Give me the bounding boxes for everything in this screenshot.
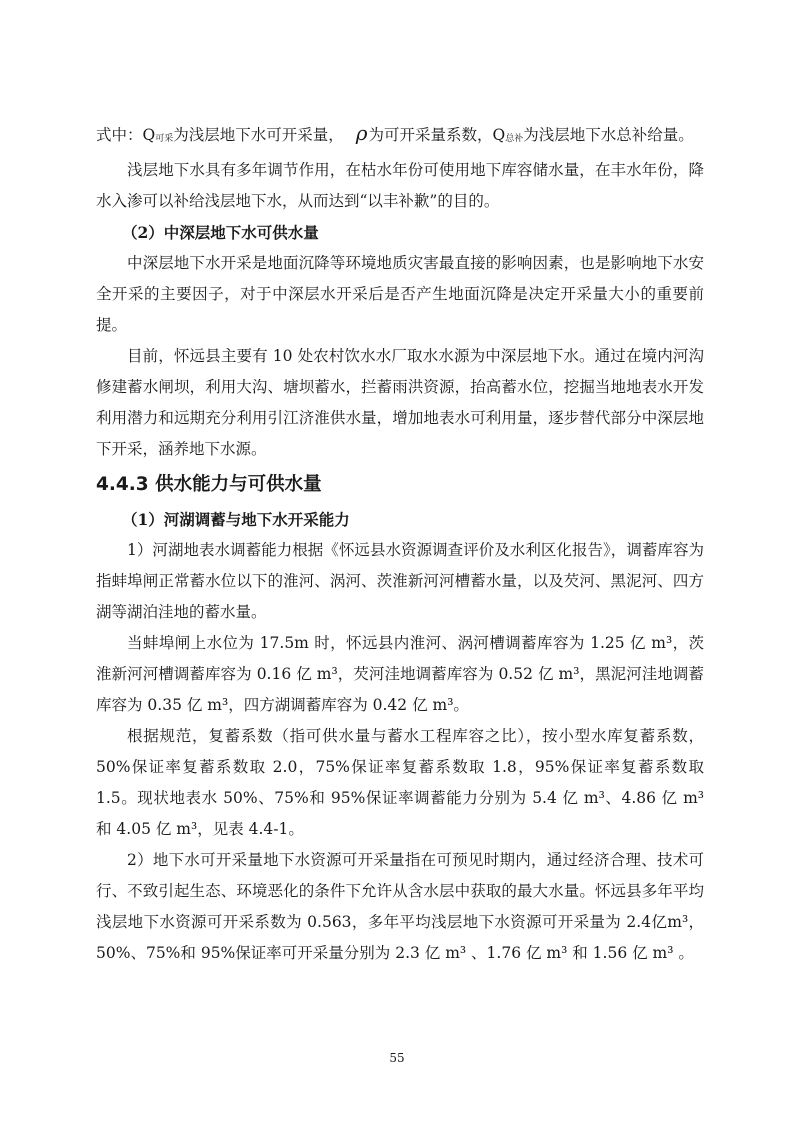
paragraph-reuse-coefficient: 根据规范，复蓄系数（指可供水量与蓄水工程库容之比），按小型水库复蓄系数，50%保证率复蓄系数取 2.0，75%保证率复蓄系数取 1.8，95%保证率复蓄系数取 1.5。现状地表水 50%、75%和 95%保证率调蓄能力分别为 5.4 亿 m³、4.86 亿 m³ 和 4.05 亿 m³，见表 4.4-1。	[96, 727, 704, 838]
section-heading-4-4-3: 4.4.3 供水能力与可供水量	[96, 474, 322, 495]
subheading-regulation-capacity: （1）河湖调蓄与地下水开采能力	[122, 510, 350, 529]
formula-part1: 为浅层地下水可开采量，	[173, 126, 344, 144]
paragraph-groundwater-exploitable: 2）地下水可开采量地下水资源可开采量指在可预见时期内，通过经济合理、技术可行、不致引起生态、环境恶化的条件下允许从含水层中获取的最大水量。怀远县多年平均浅层地下水资源可开采系数为 0.563，多年平均浅层地下水资源可开采量为 2.4亿m³，50%、75%和 95%保证率可开采量分别为 2.3 亿 m³ 、1.76 亿 m³ 和 1.56 亿 m³ 。	[96, 851, 704, 962]
paragraph-shallow-regulation: 浅层地下水具有多年调节作用，在枯水年份可使用地下库容储水量，在丰水年份，降水入渗可以补给浅层地下水，从而达到“以丰补歉”的目的。	[96, 161, 704, 210]
subheading-deep-groundwater: （2）中深层地下水可供水量	[122, 223, 319, 242]
paragraph-water-plants: 目前，怀远县主要有 10 处农村饮水水厂取水水源为中深层地下水。通过在境内河沟修建蓄水闸坝，利用大沟、塘坝蓄水，拦蓄雨洪资源，抬高蓄水位，挖掘当地地表水开发利用潜力和远期充分利用引江济淮供水量，增加地表水可利用量，逐步替代部分中深层地下开采，涵养地下水源。	[96, 347, 704, 458]
formula-part2: 为可开采量系数，Q	[368, 126, 506, 144]
paragraph-surface-regulation: 1）河湖地表水调蓄能力根据《怀远县水资源调查评价及水利区化报告》，调蓄库容为指蚌埠闸正常蓄水位以下的淮河、涡河、茨淮新河河槽蓄水量，以及芡河、黑泥河、四方湖等湖泊洼地的蓄水量。	[96, 541, 704, 621]
formula-part3: 为浅层地下水总补给量。	[523, 126, 694, 144]
subscript-kecai: 可采	[155, 134, 174, 144]
paragraph-storage-capacities: 当蚌埠闸上水位为 17.5m 时，怀远县内淮河、涡河槽调蓄库容为 1.25 亿 m³，茨淮新河河槽调蓄库容为 0.16 亿 m³，芡河洼地调蓄库容为 0.52 亿 m³，黑泥河洼地调蓄库容为 0.35 亿 m³，四方湖调蓄库容为 0.42 亿 m³。	[96, 634, 704, 714]
formula-prefix: 式中：Q	[96, 126, 156, 144]
page-number: 55	[389, 1051, 405, 1065]
subscript-zongbu: 总补	[505, 134, 524, 144]
document-body	[96, 118, 704, 969]
formula-note	[96, 118, 704, 155]
rho-symbol: ρ	[355, 121, 368, 145]
paragraph-deep-exploitation: 中深层地下水开采是地面沉降等环境地质灾害最直接的影响因素，也是影响地下水安全开采的主要因子，对于中深层水开采后是否产生地面沉降是决定开采量大小的重要前提。	[96, 254, 704, 334]
